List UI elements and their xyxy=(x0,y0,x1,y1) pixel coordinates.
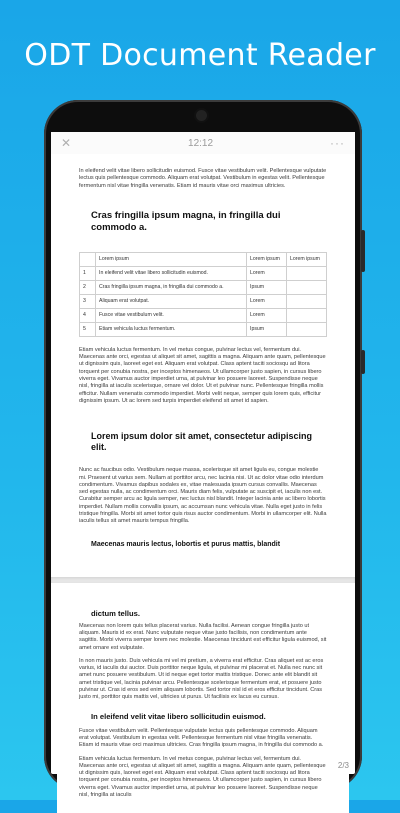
table-cell: 4 xyxy=(80,308,96,322)
paragraph: Maecenas non lorem quis tellus placerat varius. Nulla facilisi. Aenean congue fringilla justo ut aliquam. Mauris id ex erat. Nunc vulputate neque vitae justo facilisis, non condimentum ante sagittis. Morbi viverra semper lorem nec molestie. Maecenas tincidunt est efficitur ligula euismod, sit amet ornare est vulputate. xyxy=(79,622,327,651)
table-cell: 1 xyxy=(80,266,96,280)
promo-title: ODT Document Reader xyxy=(24,38,376,73)
table-cell: Lorem ipsum xyxy=(96,252,247,266)
heading: Cras fringilla ipsum magna, in fringilla dui commodo a. xyxy=(91,209,281,233)
table-cell: Lorem ipsum xyxy=(247,252,287,266)
paragraph: In eleifend velit vitae libero sollicitudin euismod. Fusce vitae vestibulum velit. Pellentesque vulputate lectus quis pellentesque commodo. Aliquam erat volutpat. Vestibulum in egestas velit. Pellentesque fermentum nisl vitae fringilla venenatis. Etiam id mauris vitae orci maximus ultricies. xyxy=(79,168,327,189)
table-cell: Lorem ipsum xyxy=(287,252,327,266)
table-cell: In eleifend velit vitae libero sollicitudin euismod. xyxy=(96,266,247,280)
top-bar xyxy=(51,132,355,154)
table-cell xyxy=(287,322,327,336)
heading: dictum tellus. xyxy=(91,608,140,618)
table-row xyxy=(80,308,327,322)
more-options-icon[interactable]: ··· xyxy=(330,136,345,150)
table-cell: Lorem xyxy=(247,266,287,280)
table-cell: Lorem xyxy=(247,294,287,308)
phone-frame xyxy=(44,100,362,798)
table-cell xyxy=(287,294,327,308)
document-page-2 xyxy=(57,589,349,813)
power-button xyxy=(361,350,365,374)
close-icon[interactable]: ✕ xyxy=(61,136,72,150)
volume-button xyxy=(361,230,365,272)
status-time: 12:12 xyxy=(188,137,214,149)
paragraph: Fusce vitae vestibulum velit. Pellentesque vulputate lectus quis pellentesque commodo. Aliquam erat volutpat. Vestibulum in egestas velit. Pellentesque fermentum nisl vitae fringilla venenatis. Etiam id mauris vitae orci maximus ultricies. Cras fringilla ipsum magna, in fringilla dui commodo a. xyxy=(79,727,324,749)
table-cell xyxy=(80,252,96,266)
table-cell xyxy=(287,308,327,322)
table-cell xyxy=(287,280,327,294)
table-cell: Ipsum xyxy=(247,280,287,294)
paragraph: In non mauris justo. Duis vehicula mi vel mi pretium, a viverra erat efficitur. Cras aliquet est ac eros varius, id iaculis dui auctor. Duis porttitor neque ligula, et pulvinar mi placerat et. Nulla nec nunc sit amet nunc posuere vestibulum. Ut id neque eget tortor mattis tristique. Donec ante elit blandit sit amet tristique vel, lacinia pulvinar arcu. Pellentesque scelerisque fermentum erat, et posuere justo pulvinar ut. Cras id eros sed enim aliquam lobortis. Sed tortor nisl id et eros efficitur tincidunt. Cras justo mi, porttitor quis mattis vel, ultricies ut purus. Ut facilisis ex lacus eu cursus. xyxy=(79,657,324,701)
table-cell: Aliquam erat volutpat. xyxy=(96,294,247,308)
paragraph: Etiam vehicula luctus fermentum. In vel metus congue, pulvinar lectus vel, fermentum dui. Maecenas ante orci, egestas ut aliquet sit amet, sagittis a magna. Aliquam ante quam, pellentesque ut dignissim quis, laoreet eget est. Aliquam erat volutpat. Class aptent taciti sociosqu ad litora torquent per conubia nostra, per inceptos himenaeos. Ut ullamcorper justo sapien, in cursus libero viverra eget. Vivamus auctor imperdiet urna, at pulvinar leo posuere laoreet. Suspendisse neque nisl, fringilla at iaculis xyxy=(79,755,326,798)
paragraph: Etiam vehicula luctus fermentum. In vel metus congue, pulvinar lectus vel, fermentum dui. Maecenas ante orci, egestas ut aliquet sit amet, sagittis a magna. Aliquam ante quam, pellentesque ut dignissim quis, laoreet eget est. Aliquam erat volutpat. Class aptent taciti sociosqu ad litora torquent per conubia nostra, per inceptos himenaeos. Ut ullamcorper justo sapien, in cursus libero viverra eget. Vivamus auctor imperdiet urna, at pulvinar leo posuere laoreet. Suspendisse neque nisl, fringilla at iaculis scelerisque, ornare vel dolor. Ut et pulvinar nunc. Pellentesque fringilla mollis efficitur. Nullam venenatis commodo imperdiet. Morbi velit neque, semper quis lorem quis, efficitur dignissim ipsum. Ut ac lorem sed turpis imperdiet eleifend sit amet id sapien. xyxy=(79,346,326,404)
page-separator xyxy=(51,577,355,583)
paragraph: Nunc ac faucibus odio. Vestibulum neque massa, scelerisque sit amet ligula eu, congue molestie mi. Praesent ut varius sem. Nullam at porttitor arcu, nec lacinia nisi. Ut ac dolor vitae odio interdum condimentum. Vivamus dapibus sodales ex, vitae malesuada ipsum cursus convallis. Maecenas sed egestas nulla, ac condimentum orci. Mauris diam felis, vulputate ac suscipit et, iaculis non est. Curabitur semper arcu ac ligula semper, nec luctus nisl blandit. Integer lacinia ante ac libero lobortis imperdiet. Nullam mollis convallis ipsum, ac accumsan nunc vehicula vitae. Nulla eget justo in felis tristique fringilla. Morbi sit amet tortor quis risus auctor condimentum. Morbi in ullamcorper elit. Nulla iaculis tellus sit amet mauris tempus fringilla. xyxy=(79,467,327,525)
front-camera xyxy=(196,110,207,121)
document-view[interactable] xyxy=(51,154,355,813)
document-screen xyxy=(51,132,355,798)
table-row xyxy=(80,294,327,308)
table-cell: Lorem xyxy=(247,308,287,322)
heading: In eleifend velit vitae libero sollicitudin euismod. xyxy=(91,711,266,721)
document-page-1 xyxy=(57,154,349,571)
table-header-row xyxy=(80,252,327,266)
table-cell: 2 xyxy=(80,280,96,294)
document-table xyxy=(79,252,327,337)
table-row xyxy=(80,266,327,280)
table-cell: Etiam vehicula luctus fermentum. xyxy=(96,322,247,336)
table-cell: 5 xyxy=(80,322,96,336)
page-indicator: 2/3 xyxy=(337,761,349,770)
table-cell: Cras fringilla ipsum magna, in fringilla dui commodo a. xyxy=(96,280,247,294)
table-row xyxy=(80,322,327,336)
table-cell: Fusce vitae vestibulum velit. xyxy=(96,308,247,322)
table-row xyxy=(80,280,327,294)
table-cell xyxy=(287,266,327,280)
heading: Lorem ipsum dolor sit amet, consectetur adipiscing elit. xyxy=(91,431,313,453)
heading: Maecenas mauris lectus, lobortis et purus mattis, blandit xyxy=(91,540,281,548)
table-cell: 3 xyxy=(80,294,96,308)
table-cell: Ipsum xyxy=(247,322,287,336)
